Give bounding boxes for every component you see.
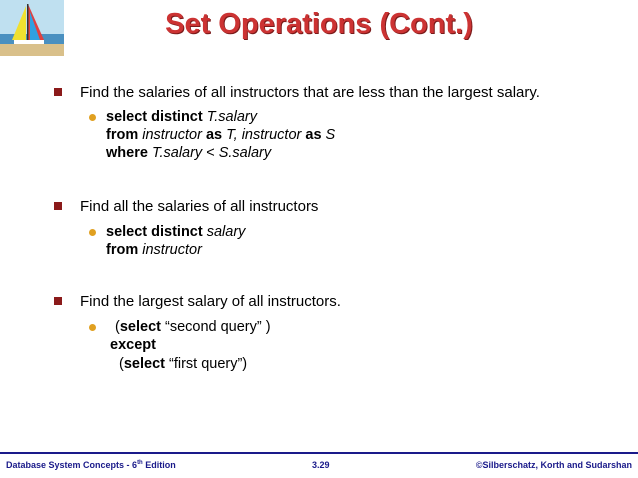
sql-identifier: T.salary	[206, 109, 257, 125]
sql-paren: (	[115, 319, 120, 335]
sql-keyword: as	[205, 127, 223, 143]
footer-page-number: 3.29	[312, 460, 330, 470]
sql-keyword: select	[123, 356, 165, 372]
sql-keyword: as	[305, 127, 322, 143]
sql-identifier: instructor	[142, 127, 202, 143]
code-line	[106, 224, 245, 240]
bullet-text: Find all the salaries of all instructors	[80, 198, 319, 215]
bullet-item-2	[54, 198, 318, 215]
sql-operator: <	[206, 145, 215, 161]
sql-paren: (	[119, 356, 124, 372]
code-line	[106, 145, 271, 161]
sql-identifier: instructor	[241, 127, 302, 143]
square-bullet-icon	[54, 202, 62, 210]
sql-keyword: select distinct	[106, 109, 203, 125]
sql-identifier: S.salary	[218, 145, 272, 161]
code-line	[110, 337, 156, 353]
sql-keyword: from	[106, 127, 139, 143]
footer-divider	[0, 452, 638, 454]
sql-keyword: select distinct	[106, 224, 203, 240]
code-line	[106, 127, 335, 143]
code-line	[106, 242, 202, 258]
sql-keyword: where	[106, 145, 148, 161]
bullet-text: Find the largest salary of all instructors.	[80, 293, 341, 310]
code-line	[115, 319, 271, 335]
sql-keyword: from	[106, 242, 139, 258]
code-line	[119, 356, 247, 372]
square-bullet-icon	[54, 88, 62, 96]
code-line	[106, 109, 257, 125]
sql-identifier: S	[325, 127, 336, 143]
dot-bullet-icon	[89, 229, 96, 236]
square-bullet-icon	[54, 297, 62, 305]
sql-text: “second query” )	[165, 319, 271, 335]
sql-identifier: T.salary	[151, 145, 203, 161]
bullet-text: Find the salaries of all instructors that are less than the largest salary.	[80, 84, 540, 101]
sql-text: “first query”)	[164, 356, 248, 372]
sql-identifier: T,	[226, 127, 238, 143]
bullet-item-1	[54, 84, 540, 101]
footer-copyright: ©Silberschatz, Korth and Sudarshan	[475, 460, 632, 470]
sql-keyword: select	[119, 319, 161, 335]
dot-bullet-icon	[89, 114, 96, 121]
sql-keyword: except	[110, 337, 156, 353]
footer-book-title: Database System Concepts - 6th Edition	[6, 460, 176, 470]
sql-identifier: instructor	[142, 242, 202, 258]
dot-bullet-icon	[89, 324, 96, 331]
sql-identifier: salary	[206, 224, 246, 240]
slide-title: Set Operations (Cont.)	[165, 8, 473, 40]
bullet-item-3	[54, 293, 341, 310]
